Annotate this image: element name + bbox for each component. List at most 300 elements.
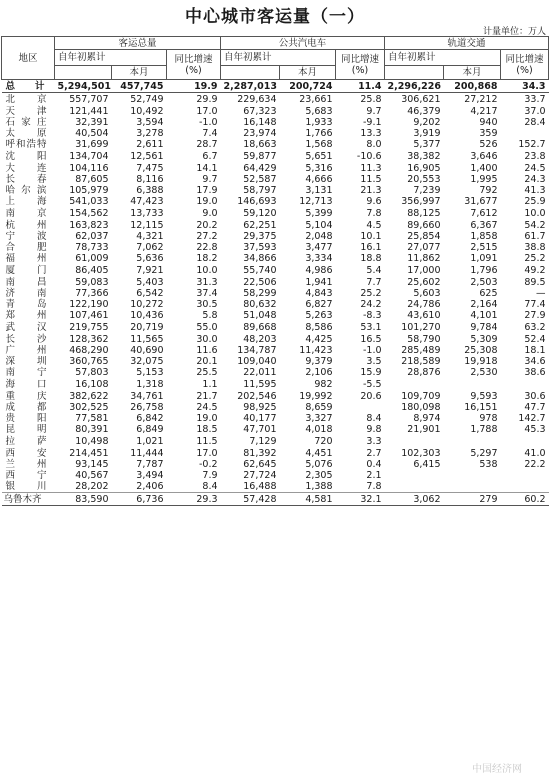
- value-cell: 13.3: [360, 128, 382, 139]
- table-row: [2, 424, 549, 435]
- header-region: 地区: [2, 37, 55, 80]
- value-cell: 53.1: [360, 322, 382, 333]
- value-cell: 5,263: [305, 310, 333, 321]
- region-cell: 南宁: [5, 367, 47, 378]
- value-cell: [501, 128, 549, 139]
- value-cell: 46,379: [407, 106, 441, 117]
- value-cell: 163,823: [69, 220, 109, 231]
- value-cell: 24,786: [407, 299, 441, 310]
- value-cell: 5,636: [136, 253, 164, 264]
- value-cell: 80,632: [243, 299, 277, 310]
- value-cell: -1.0: [362, 345, 382, 356]
- value-cell: 30.5: [196, 299, 218, 310]
- value-cell: 7.7: [366, 277, 382, 288]
- value-cell: 28,876: [407, 367, 441, 378]
- region-cell: 青岛: [5, 299, 47, 310]
- table-row: [2, 93, 549, 107]
- value-cell: 47,423: [130, 196, 164, 207]
- value-cell: 20,719: [130, 322, 164, 333]
- value-cell: 18,663: [243, 139, 277, 150]
- region-cell: 长春: [5, 174, 47, 185]
- value-cell: 302,525: [69, 402, 109, 413]
- value-cell: 121,441: [69, 106, 109, 117]
- value-cell: 5,316: [305, 163, 333, 174]
- value-cell: 11,565: [130, 334, 164, 345]
- region-cell: 昆明: [5, 424, 47, 435]
- value-cell: 87,605: [75, 174, 109, 185]
- value-cell: 48,203: [243, 334, 277, 345]
- header-bus-trolley: 公共汽电车: [221, 37, 385, 50]
- table-row: [2, 220, 549, 231]
- page-title: 中心城市客运量（一）: [185, 7, 365, 27]
- table-row: [2, 345, 549, 356]
- value-cell: 102,303: [401, 448, 441, 459]
- value-cell: 10,272: [130, 299, 164, 310]
- value-cell: 38,382: [407, 151, 441, 162]
- value-cell: 4,321: [136, 231, 164, 242]
- value-cell: 4,217: [470, 106, 498, 117]
- value-cell: 142.7: [518, 413, 546, 424]
- value-cell: 1,995: [470, 174, 498, 185]
- value-cell: 34.3: [501, 80, 549, 93]
- value-cell: 30.0: [196, 334, 218, 345]
- table-row: [2, 299, 549, 310]
- value-cell: 6,849: [136, 424, 164, 435]
- value-cell: 10,436: [130, 310, 164, 321]
- value-cell: 122,190: [69, 299, 109, 310]
- passenger-volume-table: [1, 36, 549, 506]
- value-cell: 1,796: [470, 265, 498, 276]
- table-row: [2, 288, 549, 299]
- value-cell: 83,590: [55, 493, 112, 506]
- value-cell: 12,713: [299, 196, 333, 207]
- value-cell: 134,704: [69, 151, 109, 162]
- value-cell: 22.2: [524, 459, 546, 470]
- value-cell: 14.1: [196, 163, 218, 174]
- value-cell: 5,153: [136, 367, 164, 378]
- value-cell: 1,318: [136, 379, 164, 390]
- value-cell: 77,366: [75, 288, 109, 299]
- value-cell: 10.0: [196, 265, 218, 276]
- value-cell: 10.1: [360, 231, 382, 242]
- value-cell: 16,488: [243, 481, 277, 492]
- value-cell: 219,755: [69, 322, 109, 333]
- value-cell: 9,784: [470, 322, 498, 333]
- value-cell: 9.7: [202, 174, 218, 185]
- value-cell: 52,587: [243, 174, 277, 185]
- region-cell: 宁波: [5, 231, 47, 242]
- header-month: 本月: [112, 66, 167, 80]
- value-cell: 37.0: [524, 106, 546, 117]
- region-cell: 重庆: [5, 391, 47, 402]
- value-cell: 5,651: [305, 151, 333, 162]
- header-yoy: 同比增速 (%): [167, 50, 221, 80]
- table-row: [2, 106, 549, 117]
- region-cell: 银川: [5, 481, 47, 492]
- value-cell: 47,701: [243, 424, 277, 435]
- value-cell: 146,693: [237, 196, 277, 207]
- value-cell: 7,921: [136, 265, 164, 276]
- value-cell: 59,877: [243, 151, 277, 162]
- value-cell: 541,033: [69, 196, 109, 207]
- region-cell: 西安: [5, 448, 47, 459]
- table-row: [2, 185, 549, 196]
- value-cell: [336, 402, 385, 413]
- value-cell: 3,327: [305, 413, 333, 424]
- value-cell: 3,334: [305, 253, 333, 264]
- value-cell: 3,494: [136, 470, 164, 481]
- value-cell: 940: [479, 117, 498, 128]
- table-row: [2, 356, 549, 367]
- value-cell: 45.3: [524, 424, 546, 435]
- value-cell: 5,294,501: [55, 80, 112, 93]
- value-cell: 6,842: [136, 413, 164, 424]
- value-cell: 17.9: [196, 185, 218, 196]
- value-cell: 4,451: [305, 448, 333, 459]
- value-cell: 9.8: [366, 424, 382, 435]
- value-cell: 2,530: [470, 367, 498, 378]
- value-cell: 4,666: [305, 174, 333, 185]
- value-cell: 3,131: [305, 185, 333, 196]
- value-cell: 32,391: [75, 117, 109, 128]
- value-cell: 31,699: [75, 139, 109, 150]
- value-cell: 34,866: [243, 253, 277, 264]
- value-cell: 1,858: [470, 231, 498, 242]
- value-cell: 25,602: [407, 277, 441, 288]
- value-cell: [501, 435, 549, 448]
- region-cell: 南京: [5, 208, 47, 219]
- value-cell: 306,621: [401, 94, 441, 105]
- value-cell: 7,239: [413, 185, 441, 196]
- value-cell: 7,129: [249, 436, 277, 447]
- value-cell: 19.0: [196, 413, 218, 424]
- value-cell: 6,415: [413, 459, 441, 470]
- value-cell: 3,477: [305, 242, 333, 253]
- value-cell: 29.3: [167, 493, 221, 506]
- value-cell: 31,677: [464, 196, 498, 207]
- value-cell: 62,645: [243, 459, 277, 470]
- value-cell: 356,997: [401, 196, 441, 207]
- value-cell: 28,202: [75, 481, 109, 492]
- value-cell: 180,098: [401, 402, 441, 413]
- header-yoy: 同比增速 (%): [336, 50, 385, 80]
- value-cell: 93,145: [75, 459, 109, 470]
- value-cell: 58,299: [243, 288, 277, 299]
- value-cell: 0.4: [366, 459, 382, 470]
- value-cell: 78,733: [75, 242, 109, 253]
- value-cell: 8.0: [366, 139, 382, 150]
- value-cell: 214,451: [69, 448, 109, 459]
- value-cell: 7,612: [470, 208, 498, 219]
- value-cell: 7.8: [366, 481, 382, 492]
- value-cell: 34,761: [130, 391, 164, 402]
- value-cell: 19.9: [167, 80, 221, 93]
- value-cell: 23.8: [524, 151, 546, 162]
- value-cell: 27,077: [407, 242, 441, 253]
- value-cell: 3,278: [136, 128, 164, 139]
- region-cell: 贵阳: [5, 413, 47, 424]
- region-cell: 合肥: [5, 242, 47, 253]
- value-cell: 18.1: [524, 345, 546, 356]
- value-cell: 1.1: [202, 379, 218, 390]
- value-cell: 229,634: [237, 94, 277, 105]
- value-cell: 19,918: [464, 356, 498, 367]
- value-cell: 20.1: [196, 356, 218, 367]
- value-cell: 18.5: [196, 424, 218, 435]
- region-cell: 兰州: [5, 459, 47, 470]
- table-row: [2, 378, 549, 391]
- value-cell: 4,581: [280, 493, 336, 506]
- value-cell: 29,375: [243, 231, 277, 242]
- value-cell: 625: [479, 288, 498, 299]
- value-cell: -10.6: [356, 151, 382, 162]
- value-cell: 468,290: [69, 345, 109, 356]
- value-cell: 19,992: [299, 391, 333, 402]
- table-row: [2, 493, 549, 506]
- value-cell: [501, 481, 549, 493]
- value-cell: 86,405: [75, 265, 109, 276]
- value-cell: 26,758: [130, 402, 164, 413]
- table-row: [2, 321, 549, 334]
- value-cell: 2,164: [470, 299, 498, 310]
- value-cell: 57,803: [75, 367, 109, 378]
- value-cell: 59,083: [75, 277, 109, 288]
- value-cell: 32.1: [336, 493, 385, 506]
- value-cell: 20,553: [407, 174, 441, 185]
- value-cell: 11.4: [336, 80, 385, 93]
- value-cell: 382,622: [69, 391, 109, 402]
- value-cell: 15.9: [360, 367, 382, 378]
- table-row: [2, 207, 549, 220]
- value-cell: 2.7: [366, 448, 382, 459]
- table-row: [2, 277, 549, 288]
- value-cell: 279: [444, 493, 501, 506]
- value-cell: 89,668: [243, 322, 277, 333]
- region-cell: 武汉: [5, 322, 47, 333]
- value-cell: 9.7: [366, 106, 382, 117]
- value-cell: 12,561: [130, 151, 164, 162]
- value-cell: 360,765: [69, 356, 109, 367]
- value-cell: 16.5: [360, 334, 382, 345]
- region-cell: 济南: [5, 288, 47, 299]
- value-cell: 1,933: [305, 117, 333, 128]
- value-cell: 20.6: [360, 391, 382, 402]
- value-cell: 18.8: [360, 253, 382, 264]
- value-cell: 6,736: [112, 493, 167, 506]
- value-cell: 202,546: [237, 391, 277, 402]
- value-cell: 16,148: [243, 117, 277, 128]
- value-cell: 29.9: [196, 94, 218, 105]
- value-cell: 8,586: [305, 322, 333, 333]
- value-cell: [444, 470, 501, 481]
- value-cell: 80,391: [75, 424, 109, 435]
- value-cell: [444, 435, 501, 448]
- value-cell: 60.2: [501, 493, 549, 506]
- value-cell: 25.8: [360, 94, 382, 105]
- value-cell: 10,492: [130, 106, 164, 117]
- value-cell: 27,212: [464, 94, 498, 105]
- value-cell: [385, 435, 444, 448]
- header-ytd-cont: [385, 66, 444, 80]
- value-cell: 38.8: [524, 242, 546, 253]
- value-cell: 526: [479, 139, 498, 150]
- value-cell: 2,106: [305, 367, 333, 378]
- value-cell: -8.3: [362, 310, 382, 321]
- value-cell: -9.1: [362, 117, 382, 128]
- header-rail-transit: 轨道交通: [385, 37, 549, 50]
- table-row: [2, 231, 549, 242]
- value-cell: 88,125: [407, 208, 441, 219]
- value-cell: 11.5: [196, 436, 218, 447]
- table-row: [2, 481, 549, 493]
- value-cell: 77.4: [524, 299, 546, 310]
- region-cell: 厦门: [5, 265, 47, 276]
- watermark: 中国经济网: [472, 764, 522, 775]
- value-cell: 3,594: [136, 117, 164, 128]
- value-cell: 6.7: [202, 151, 218, 162]
- value-cell: 3,062: [385, 493, 444, 506]
- value-cell: 4.5: [366, 220, 382, 231]
- region-cell: 哈尔滨: [5, 185, 47, 196]
- value-cell: [501, 470, 549, 481]
- value-cell: 59,120: [243, 208, 277, 219]
- value-cell: 538: [479, 459, 498, 470]
- value-cell: 9,202: [413, 117, 441, 128]
- region-cell: 福州: [5, 253, 47, 264]
- table-row: [2, 448, 549, 459]
- table-row: [2, 253, 549, 264]
- value-cell: 109,040: [237, 356, 277, 367]
- value-cell: 33.7: [524, 94, 546, 105]
- value-cell: 43,610: [407, 310, 441, 321]
- table-body: [2, 80, 549, 506]
- value-cell: 104,116: [69, 163, 109, 174]
- value-cell: 25,308: [464, 345, 498, 356]
- region-cell: 呼和浩特: [5, 139, 47, 150]
- value-cell: 21.7: [196, 391, 218, 402]
- value-cell: -5.5: [362, 379, 382, 390]
- value-cell: 16,151: [464, 402, 498, 413]
- value-cell: 98,925: [243, 402, 277, 413]
- value-cell: 19.0: [196, 196, 218, 207]
- header-month: 本月: [444, 66, 501, 80]
- value-cell: 5,309: [470, 334, 498, 345]
- value-cell: [444, 481, 501, 493]
- region-cell: 大连: [5, 163, 47, 174]
- value-cell: 20.2: [196, 220, 218, 231]
- region-cell: 南昌: [5, 277, 47, 288]
- value-cell: 3.3: [366, 436, 382, 447]
- header-ytd: 自年初累计: [385, 50, 501, 66]
- table-row: [2, 334, 549, 345]
- value-cell: 58,797: [243, 185, 277, 196]
- value-cell: 28.7: [196, 139, 218, 150]
- value-cell: 57,428: [221, 493, 280, 506]
- value-cell: 5,683: [305, 106, 333, 117]
- region-cell: 郑州: [5, 310, 47, 321]
- value-cell: 11,862: [407, 253, 441, 264]
- value-cell: 25.5: [196, 367, 218, 378]
- value-cell: 3,646: [470, 151, 498, 162]
- value-cell: 61.7: [524, 231, 546, 242]
- region-cell: 深圳: [5, 356, 47, 367]
- value-cell: 37,593: [243, 242, 277, 253]
- region-cell: 上海: [5, 196, 47, 207]
- value-cell: 16.1: [360, 242, 382, 253]
- value-cell: 152.7: [518, 139, 546, 150]
- value-cell: 3,919: [413, 128, 441, 139]
- value-cell: 105,979: [69, 185, 109, 196]
- value-cell: 30.6: [524, 391, 546, 402]
- value-cell: 28.4: [524, 117, 546, 128]
- header-ytd: 自年初累计: [55, 50, 167, 66]
- value-cell: 23,661: [299, 94, 333, 105]
- value-cell: 5.8: [202, 310, 218, 321]
- value-cell: 49.2: [524, 265, 546, 276]
- value-cell: 8,974: [413, 413, 441, 424]
- table-row: [2, 413, 549, 424]
- region-cell: 拉萨: [5, 436, 47, 447]
- region-cell: 西宁: [5, 470, 47, 481]
- value-cell: 23,974: [243, 128, 277, 139]
- value-cell: 1,021: [136, 436, 164, 447]
- value-cell: 47.7: [524, 402, 546, 413]
- value-cell: 27.9: [524, 310, 546, 321]
- region-cell: 杭州: [5, 220, 47, 231]
- value-cell: 34.6: [524, 356, 546, 367]
- region-cell: 乌鲁木齐: [2, 493, 55, 506]
- value-cell: 24.5: [196, 402, 218, 413]
- value-cell: 2,305: [305, 470, 333, 481]
- value-cell: 8,116: [136, 174, 164, 185]
- value-cell: 10.0: [524, 208, 546, 219]
- value-cell: 22,506: [243, 277, 277, 288]
- value-cell: 67,323: [243, 106, 277, 117]
- value-cell: 22,011: [243, 367, 277, 378]
- value-cell: 24.5: [524, 163, 546, 174]
- value-cell: 5,603: [413, 288, 441, 299]
- value-cell: [444, 378, 501, 391]
- unit-label: 计量单位：万人: [482, 27, 546, 37]
- value-cell: 13,733: [130, 208, 164, 219]
- value-cell: 24.3: [524, 174, 546, 185]
- value-cell: 31.3: [196, 277, 218, 288]
- value-cell: 55,740: [243, 265, 277, 276]
- value-cell: 25.2: [360, 288, 382, 299]
- value-cell: 285,489: [401, 345, 441, 356]
- table-row: [2, 470, 549, 481]
- value-cell: 1,788: [470, 424, 498, 435]
- value-cell: 8.4: [202, 481, 218, 492]
- value-cell: 25,854: [407, 231, 441, 242]
- value-cell: 16,108: [75, 379, 109, 390]
- value-cell: 2,406: [136, 481, 164, 492]
- value-cell: 457,745: [112, 80, 167, 93]
- value-cell: —: [536, 288, 546, 299]
- value-cell: 4,101: [470, 310, 498, 321]
- value-cell: 134,787: [237, 345, 277, 356]
- value-cell: 9.6: [366, 196, 382, 207]
- value-cell: 18.2: [196, 253, 218, 264]
- value-cell: 7.9: [202, 470, 218, 481]
- value-cell: 89.5: [524, 277, 546, 288]
- value-cell: 2,287,013: [221, 80, 280, 93]
- header-ytd: 自年初累计: [221, 50, 336, 66]
- region-cell: 北京: [5, 94, 47, 105]
- value-cell: 1,941: [305, 277, 333, 288]
- value-cell: 6,827: [305, 299, 333, 310]
- value-cell: 982: [314, 379, 333, 390]
